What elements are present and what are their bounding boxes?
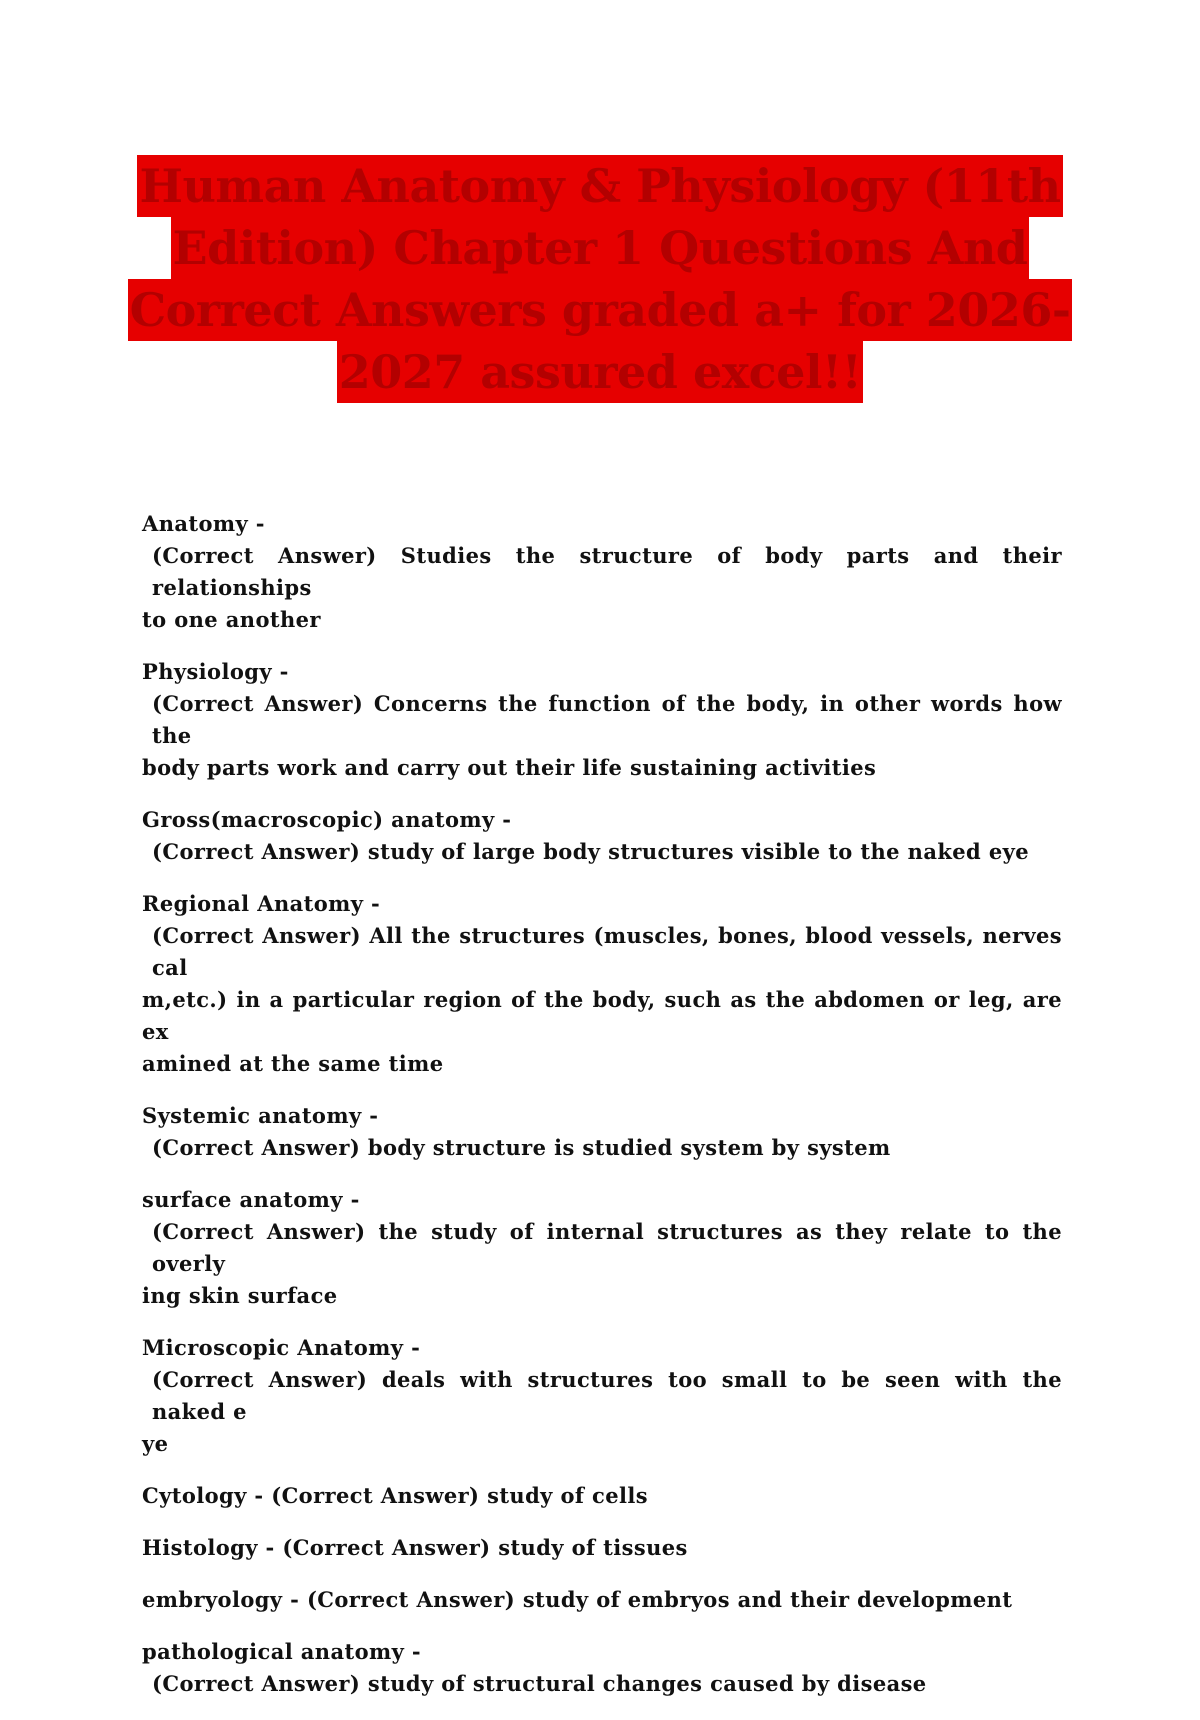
qa-item-pathological-anatomy	[142, 1636, 1062, 1700]
qa-item-surface-anatomy	[142, 1184, 1062, 1312]
qa-answer-line: (Correct Answer) Concerns the function of the body, in other words how the	[152, 691, 1062, 748]
qa-item-embryology	[142, 1584, 1062, 1616]
qa-inline-entry: Cytology - (Correct Answer) study of cells	[142, 1483, 648, 1508]
qa-item-histology	[142, 1532, 1062, 1564]
qa-list	[142, 508, 1062, 1720]
qa-answer-line: amined at the same time	[142, 1051, 444, 1076]
qa-term: surface anatomy -	[142, 1187, 360, 1212]
qa-term: Anatomy -	[142, 511, 265, 536]
qa-term: Regional Anatomy -	[142, 891, 381, 916]
qa-item-physiology	[142, 656, 1062, 784]
qa-inline-entry: Histology - (Correct Answer) study of tissues	[142, 1535, 688, 1560]
qa-answer-line: (Correct Answer) All the structures (muscles, bones, blood vessels, nerves cal	[152, 923, 1062, 980]
qa-term: Gross(macroscopic) anatomy -	[142, 807, 512, 832]
qa-answer-line: ing skin surface	[142, 1283, 338, 1308]
qa-answer-line: body parts work and carry out their life sustaining activities	[142, 755, 877, 780]
title-line-3: Correct Answers graded a+ for 2026-	[128, 279, 1073, 341]
qa-term: pathological anatomy -	[142, 1639, 422, 1664]
qa-inline-entry: embryology - (Correct Answer) study of embryos and their development	[142, 1587, 1013, 1612]
document-title	[0, 155, 1200, 403]
qa-answer-line: (Correct Answer) study of structural changes caused by disease	[152, 1671, 927, 1696]
qa-item-anatomy	[142, 508, 1062, 636]
qa-item-microscopic-anatomy	[142, 1332, 1062, 1460]
qa-item-regional-anatomy	[142, 888, 1062, 1080]
title-line-2: Edition) Chapter 1 Questions And	[171, 217, 1030, 279]
qa-item-cytology	[142, 1480, 1062, 1512]
qa-answer-line: (Correct Answer) deals with structures too small to be seen with the naked e	[152, 1367, 1062, 1424]
qa-answer-line: ye	[142, 1431, 169, 1456]
qa-term: Microscopic Anatomy -	[142, 1335, 421, 1360]
qa-answer-line: (Correct Answer) Studies the structure of body parts and their relationships	[152, 543, 1062, 600]
qa-answer-line: (Correct Answer) body structure is studied system by system	[152, 1135, 891, 1160]
qa-term: Systemic anatomy -	[142, 1103, 379, 1128]
title-line-1: Human Anatomy & Physiology (11th	[137, 155, 1062, 217]
title-line-4: 2027 assured excel!!	[337, 341, 864, 403]
qa-answer-line: (Correct Answer) study of large body structures visible to the naked eye	[152, 839, 1029, 864]
qa-answer-line: (Correct Answer) the study of internal structures as they relate to the overly	[152, 1219, 1062, 1276]
qa-term: Physiology -	[142, 659, 289, 684]
qa-answer-line: to one another	[142, 607, 321, 632]
qa-answer-line: m,etc.) in a particular region of the body, such as the abdomen or leg, are ex	[142, 987, 1062, 1044]
qa-item-gross-anatomy	[142, 804, 1062, 868]
qa-item-systemic-anatomy	[142, 1100, 1062, 1164]
